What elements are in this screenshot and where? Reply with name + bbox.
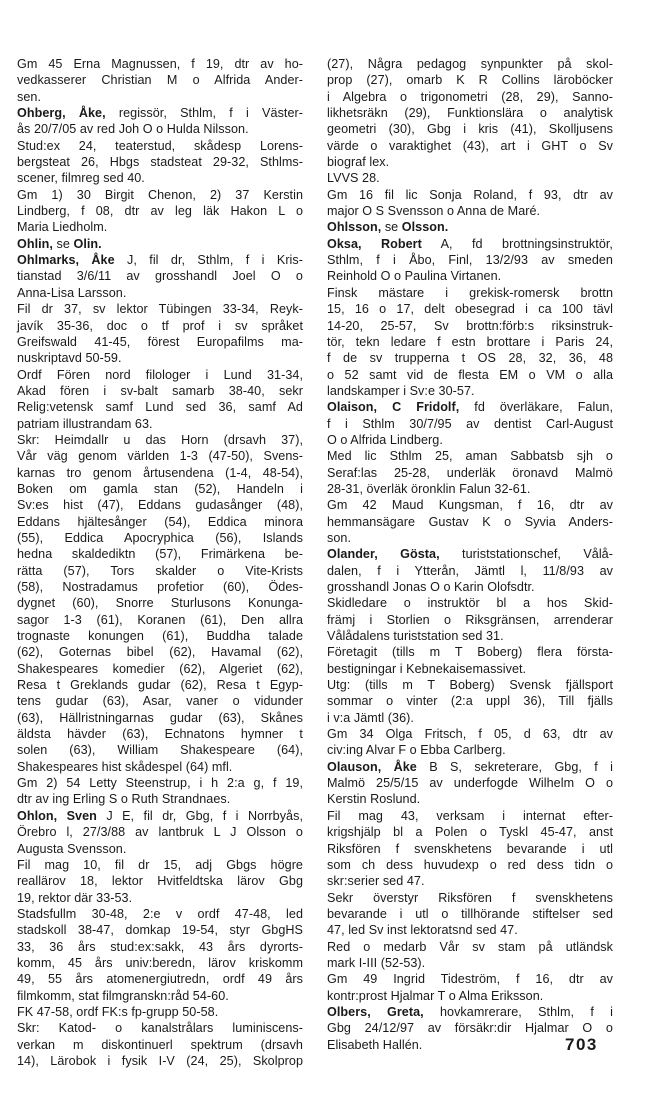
entry-name: Ohlmarks, Åke [17,253,115,268]
entry-name: Olauson, Åke [327,759,417,774]
entry-name: Ohlin, [17,236,53,251]
line-text: likhetsräkn (29), Funktionslära o analytisk [327,106,613,121]
line-text: rätta (57), Tors skalder o Vite-Krists [17,563,303,578]
line-text: (55), Eddica Apocryphica (56), Islands [17,530,303,545]
text-line [327,72,613,88]
line-text: Skr: Katod- o kanalstrålars luminiscens- [17,1021,303,1036]
text-line [327,530,613,546]
text-line [17,481,303,497]
line-text: turiststationschef, Vålå- [439,547,613,562]
line-text: 14), Lärobok i fysik I-V (24, 25), Skolprop [17,1053,303,1068]
line-text: Fil mag 10, fil dr 15, adj Gbgs högre [17,857,303,872]
text-line [17,841,303,857]
line-text: Elisabeth Hallén. [327,1037,423,1052]
text-line [327,334,613,350]
text-line [327,268,613,284]
line-text: 28-31, överläk öronklin Falun 32-61. [327,481,531,496]
line-text: 49, 55 års atomenergiutredn, ordf 49 års [17,972,303,987]
line-text: Gm 45 Erna Magnussen, f 19, dtr av ho- [17,57,303,71]
text-line [17,530,303,546]
text-line [327,824,613,840]
line-text: Finsk mästare i grekisk-romersk brottn [327,285,613,300]
line-text: verkan m diskontinuerl spektrum (drsavh [17,1037,303,1052]
line-text: Stadsfullm 30-48, 2:e v ordf 47-48, led [17,906,303,921]
line-text: Med lic Sthlm 25, aman Sabbatsb sjh o [327,449,613,464]
text-line [17,301,303,317]
line-text: Fil dr 37, sv lektor Tübingen 33-34, Reyk- [17,302,303,317]
entry-name: Olaison, C Fridolf, [327,400,460,415]
line-text: Sthlm, f i Åbo, Finl, 13/2/93 av smeden [327,253,613,268]
line-text: Gm 2) 54 Letty Steenstrup, i h 2:a g, f 19, [17,776,303,791]
line-text: Red o medarb Vår sv stam på utländsk [327,939,613,954]
text-line [17,873,303,889]
line-text: sagor 1-3 (61), Koranen (61), Den allra [17,612,303,627]
line-text: Utg: (tills m T Boberg) Svensk fjällsport [327,678,613,693]
text-line [327,661,613,677]
text-line [327,138,613,154]
text-line [17,710,303,726]
line-text: geometri (30), Gbg i kris (41), Skolljusens [327,122,613,137]
text-line [17,399,303,415]
entry-name: Olander, Gösta, [327,547,440,562]
text-line [327,219,613,235]
text-line [17,595,303,611]
line-text: civ:ing Alvar F o Ebba Carlberg. [327,743,506,758]
text-line [327,841,613,857]
text-line [327,448,613,464]
line-text: bestigningar i Kebnekaisemassivet. [327,661,527,676]
line-text: f i Sthlm 30/7/95 av dentist Carl-August [327,416,613,431]
line-text: dygnet (60), Snorre Sturlusons Konunga- [17,596,303,611]
line-text: kontr:prost Hjalmar T o Alma Eriksson. [327,988,544,1003]
right-column [327,56,613,1053]
line-text: mark I-III (52-53). [327,955,426,970]
line-text: f de sv trupperna t OS 28, 32, 36, 48 [327,351,613,366]
line-text: stadskoll 38-47, domkap 19-54, styr GbgHS [17,923,303,938]
line-text: landskamper i Sv:e 30-57. [327,383,475,398]
text-line [327,579,613,595]
text-line [327,481,613,497]
text-line [327,546,613,562]
line-text: Reinhold O o Paulina Virtanen. [327,269,502,284]
text-line [17,497,303,513]
text-line [327,416,613,432]
text-line [17,971,303,987]
line-text: Skidledare o instruktör bl a hos Skid- [327,596,613,611]
line-text: Malmö 25/5/15 av underfogde Wilhelm O o [327,776,613,791]
line-text: Eddans hjältesånger (54), Eddica minora [17,514,303,529]
text-line [327,514,613,530]
text-line [327,971,613,987]
line-text: komm, 45 års univ:beredn, lärov kriskomm [17,955,303,970]
text-line [17,808,303,824]
line-text: reallärov 18, lektor Hvitfeldtska lärov Gbg [17,874,303,889]
entry-name: Ohlsson, [327,220,382,235]
entry-name: Olbers, Greta, [327,1004,424,1019]
text-line [327,742,613,758]
line-text: vedkasserer Christian M o Alfrida Ander- [17,73,303,88]
line-text: Akad fören i sv-balt samarb 38-40, sekr [17,383,303,398]
line-text: dalen, f i Ytterån, Jämtl l, 11/8/93 av [327,563,613,578]
line-text: hovkamrerare, Sthlm, f i [423,1004,613,1019]
line-text: Relig:vetensk samf Lund sed 36, samf Ad [17,400,303,415]
text-line [327,644,613,660]
line-text: Stud:ex 24, teaterstud, skådesp Lorens- [17,138,303,153]
page-number: 703 [565,1035,598,1054]
text-line [327,350,613,366]
text-line [327,203,613,219]
line-text: (27), Några pedagog synpunkter på skol- [327,57,613,71]
text-line [327,285,613,301]
text-line [17,465,303,481]
line-text: filmkomm, stat filmgranskn:råd 54-60. [17,988,229,1003]
line-text: B S, sekreterare, Gbg, f i [416,759,613,774]
text-line [327,939,613,955]
text-line [327,121,613,137]
line-text: Sekr överstyr Riksfören f svenskhetens [327,890,613,905]
text-line [17,367,303,383]
line-text: (58), Nostradamus profetior (60), Ödes- [17,580,303,594]
text-line [17,252,303,268]
text-line [327,759,613,775]
text-line [327,301,613,317]
line-text: Fil mag 43, verksam i internat efter- [327,808,613,823]
text-line [17,661,303,677]
line-text: tianstad 3/6/11 av grosshandl Joel O o [17,269,303,284]
text-line [17,759,303,775]
line-text: 19, rektor där 33-53. [17,890,133,905]
entry-name: Oksa, Robert [327,236,422,251]
text-line [327,612,613,628]
text-line [17,416,303,432]
line-text: Maria Liedholm. [17,220,108,235]
text-line [17,105,303,121]
text-line [17,742,303,758]
line-text: tör, tekn ledare f estn brottare i Paris 24, [327,334,613,349]
text-line [327,808,613,824]
line-text: Gm 49 Ingrid Tideström, f 16, dtr av [327,972,613,987]
line-text: Boken om gamla stan (52), Handeln i [17,481,303,496]
line-text: FK 47-58, ordf FK:s fp-grupp 50-58. [17,1004,219,1019]
line-text: major O S Svensson o Anna de Maré. [327,204,541,219]
text-line [327,693,613,709]
text-line [327,726,613,742]
line-text: bevarande i utl o tillhörande stiftelser sed [327,906,613,921]
text-line [327,890,613,906]
line-text: A, fd brottningsinstruktör, [421,236,613,251]
entry-crossref: Olsson. [401,220,449,235]
line-text: Gm 1) 30 Birgit Chenon, 2) 37 Kerstin [17,187,303,202]
text-line [17,857,303,873]
line-text: Seraf:las 25-28, underläk öronavd Malmö [327,465,613,480]
line-text: Anna-Lisa Larsson. [17,285,127,300]
text-line [17,628,303,644]
text-line [17,906,303,922]
line-text: karnas tro genom årtusendena (1-4, 48-54), [17,465,303,480]
text-line [17,1053,303,1069]
text-line [17,203,303,219]
line-text: Företagit (tills m T Boberg) flera första- [327,645,613,660]
text-line [17,514,303,530]
line-text: Gbg 24/12/97 av försäkr:dir Hjalmar O o [327,1021,613,1036]
text-line [327,399,613,415]
text-line [327,791,613,807]
text-line [17,693,303,709]
text-line [17,154,303,170]
line-text: tens gudar (63), Asar, vaner o vidunder [17,694,303,709]
text-line [327,432,613,448]
text-line [17,285,303,301]
line-text: Gm 42 Maud Kungsman, f 16, dtr av [327,498,613,513]
text-line [17,824,303,840]
line-text: 14-20, 25-57, Sv brottn:förb:s riksinstruk- [327,318,613,333]
entry-name: Ohlon, Sven [17,808,97,823]
text-line [17,579,303,595]
line-text: J, fil dr, Sthlm, f i Kris- [114,253,303,268]
text-line [17,775,303,791]
text-line [17,432,303,448]
text-line [327,857,613,873]
line-text: Greifswald 41-45, förest Europafilms ma- [17,334,303,349]
text-line [17,236,303,252]
text-line [327,628,613,644]
line-text: Vålådalens turiststation sed 31. [327,629,504,644]
line-text: 33, 36 års stud:ex:sakk, 43 års dyrorts- [17,939,303,954]
line-text: trognaste konungen (61), Buddha talade [17,629,303,644]
text-line [17,546,303,562]
line-text: javík 35-36, doc o tf prof i sv språket [17,318,303,333]
line-text: i Algebra o trigonometri (28, 29), Sanno- [327,89,613,104]
text-line [17,1020,303,1036]
text-line [327,906,613,922]
text-line [327,56,613,72]
line-text: värde o varaktighet (43), art i GHT o Sv [327,138,613,153]
line-text: J E, fil dr, Gbg, f i Norrbyås, [96,808,303,823]
text-line [17,726,303,742]
line-text: biograf lex. [327,155,390,170]
line-text: grosshandl Jonas O o Karin Olofsdtr. [327,580,535,594]
line-text: nuskriptavd 50-59. [17,351,122,366]
text-line [327,170,613,186]
text-line [327,105,613,121]
text-line [17,1004,303,1020]
text-line [17,318,303,334]
line-text: sen. [17,89,42,104]
line-text: hedna skaldediktn (57), Frimärkena be- [17,547,303,562]
line-text: 15, 16 o 17, delt obesegrad i ca 100 tävl [327,302,613,317]
line-text: o 52 samt vid de flesta EM o VM o alla [327,367,613,382]
text-line [17,922,303,938]
line-text: se [52,236,74,251]
line-text: Lindberg, f 08, dtr av leg läk Hakon L o [17,204,303,219]
text-line [17,791,303,807]
line-text: främj i Storlien o Riksgränsen, arrenderar [327,612,613,627]
line-text: Sv:es hist (47), Eddans gudasånger (48), [17,498,303,513]
line-text: LVVS 28. [327,171,380,186]
text-line [327,154,613,170]
text-line [327,367,613,383]
line-text: Gm 34 Olga Fritsch, f 05, d 63, dtr av [327,727,613,742]
text-line [327,187,613,203]
text-line [327,89,613,105]
line-text: skr:serier sed 47. [327,874,425,889]
line-text: krigshjälp bl a Polen o Tyskl 45-47, anst [327,825,613,840]
text-line [17,187,303,203]
line-text: Gm 16 fil lic Sonja Roland, f 93, dtr av [327,187,613,202]
text-line [327,988,613,1004]
text-line [17,1037,303,1053]
text-line [327,710,613,726]
line-text: Shakespeares hist skådespel (64) mfl. [17,759,233,774]
left-column [17,56,303,1069]
line-text: Kerstin Roslund. [327,792,421,807]
text-line [327,465,613,481]
line-text: solen (63), William Shakespeare (64), [17,743,303,758]
text-line [17,988,303,1004]
line-text: prop (27), omarb K R Collins läroböcker [327,73,613,88]
text-line [327,775,613,791]
text-line [327,383,613,399]
entry-name: Ohberg, Åke, [17,106,106,121]
text-line [17,448,303,464]
line-text: Augusta Svensson. [17,841,127,856]
text-line [17,890,303,906]
line-text: Resa t Greklands gudar (62), Resa t Egyp- [17,678,303,693]
line-text: scener, filmreg sed 40. [17,171,145,186]
text-line [17,677,303,693]
text-line [327,955,613,971]
text-line [327,873,613,889]
text-line [17,121,303,137]
line-text: (63), Hällristningarnas gudar (63), Skånes [17,710,303,725]
line-text: O o Alfrida Lindberg. [327,432,443,447]
text-line [327,677,613,693]
line-text: Ordf Fören nord filologer i Lund 31-34, [17,367,303,382]
line-text: se [381,220,402,235]
text-line [17,72,303,88]
line-text: son. [327,530,352,545]
text-line [17,383,303,399]
text-line [17,56,303,72]
line-text: äldsta hävder (63), Echnatons hymner t [17,727,303,742]
text-line [327,497,613,513]
line-text: ås 20/7/05 av red Joh O o Hulda Nilsson. [17,122,249,137]
line-text: dtr av ing Erling S o Ruth Strandnaes. [17,792,231,807]
line-text: hemmansägare Gustav K o Syvia Anders- [327,514,613,529]
text-line [17,89,303,105]
text-line [327,563,613,579]
line-text: Örebro l, 27/3/88 av lantbruk L J Olsson o [17,825,303,840]
line-text: Riksfören f svenskhetens bevarande i utl [327,841,613,856]
text-line [327,252,613,268]
text-line [327,922,613,938]
text-line [17,350,303,366]
text-line [17,612,303,628]
line-text: sommar o vinter (2:a uppl 36), Till fjälls [327,694,613,709]
text-line [17,268,303,284]
line-text: 47, led Sv inst lektoratsnd sed 47. [327,923,518,938]
line-text: Shakespeares komedier (62), Algeriet (62), [17,661,303,676]
line-text: som ch dess huvudexp o red dess tidn o [327,857,613,872]
line-text: (62), Goternas bibel (62), Havamal (62), [17,645,303,660]
entry-crossref: Olin. [73,236,102,251]
text-line [17,939,303,955]
line-text: regissör, Sthlm, f i Väster- [105,106,304,121]
text-line [327,318,613,334]
line-text: i v:a Jämtl (36). [327,710,414,725]
text-line [17,563,303,579]
text-line [17,170,303,186]
text-line [17,334,303,350]
line-text: patriam illustrandam 63. [17,416,153,431]
line-text: Skr: Heimdallr u das Horn (drsavh 37), [17,432,303,447]
text-line [17,955,303,971]
text-line [17,644,303,660]
text-line [17,219,303,235]
text-line [17,138,303,154]
text-line [327,1004,613,1020]
line-text: Vår väg genom världen 1-3 (47-50), Svens- [17,449,303,464]
text-line [327,595,613,611]
text-line [327,236,613,252]
line-text: bergsteat 26, Hbgs stadsteat 29-32, Sthlms- [17,155,303,170]
line-text: fd överläkare, Falun, [459,400,613,415]
